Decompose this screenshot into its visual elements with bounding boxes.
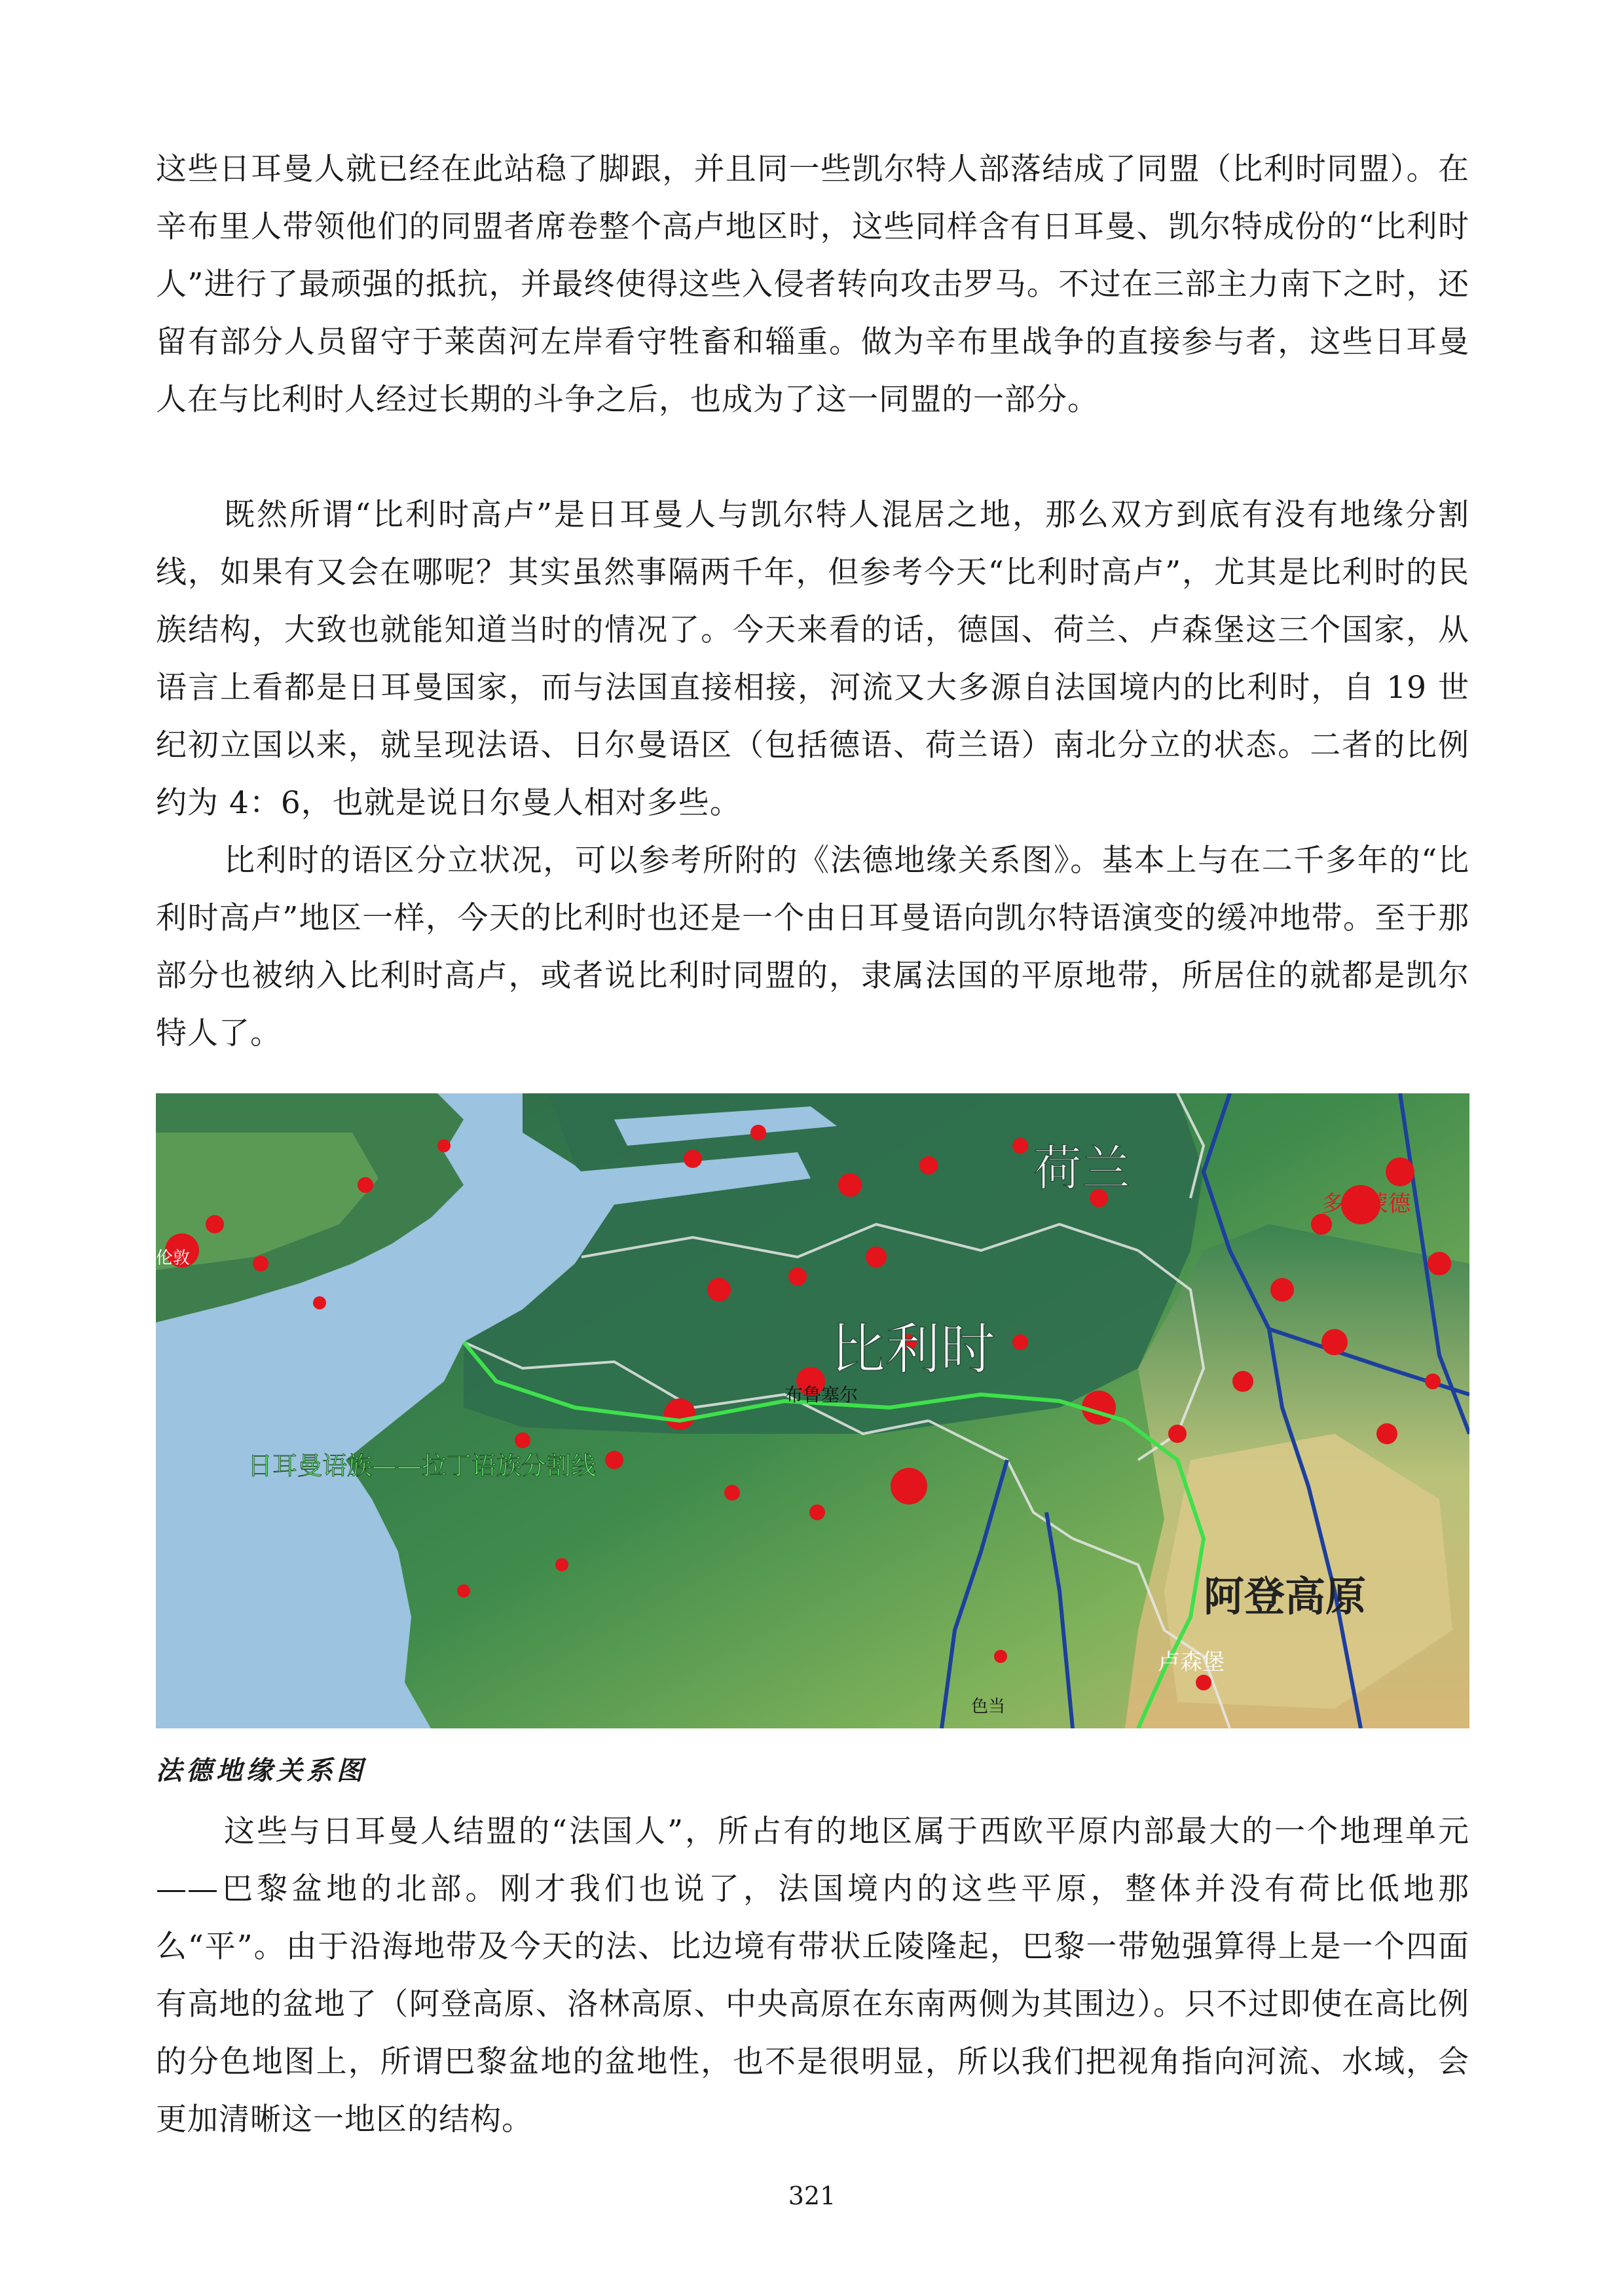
paragraph-4: 这些与日耳曼人结盟的“法国人”，所占有的地区属于西欧平原内部最大的一个地理单元——巴黎盆地的北部。刚才我们也说了，法国境内的这些平原，整体并没有荷比低地那么“平”。由于沿海地带及今天的法、比边境有带状丘陵隆起，巴黎一带勉强算得上是一个四面有高地的盆地了（阿登高原、洛林高原、中央高原在东南两侧为其围边）。只不过即使在高比例的分色地图上，所谓巴黎盆地的盆地性，也不是很明显，所以我们把视角指向河流、水域，会更加清晰这一地区的结构。: [156, 1813, 1469, 2138]
map-label-ardennes: 阿登高原: [1204, 1573, 1367, 1620]
map-graphic: [156, 1093, 1469, 1728]
map-label-luxembourg: 卢森堡: [1158, 1649, 1225, 1675]
map-label-sedan: 色当: [971, 1697, 1006, 1717]
paragraph-1: 这些日耳曼人就已经在此站稳了脚跟，并且同一些凯尔特人部落结成了同盟（比利时同盟）。在辛布里人带领他们的同盟者席卷整个高卢地区时，这些同样含有日耳曼、凯尔特成份的“比利时人”进行了最顽强的抵抗，并最终使得这些入侵者转向攻击罗马。不过在三部主力南下之时，还留有部分人员留守于莱茵河左岸看守牲畜和辎重。做为辛布里战争的直接参与者，这些日耳曼人在与比利时人经过长期的斗争之后，也成为了这一同盟的一部分。: [156, 151, 1469, 418]
map-label-london: 伦敦: [156, 1248, 191, 1268]
map-label-language-line: 日耳曼语族——拉丁语族分割线: [248, 1451, 597, 1480]
geography-map: [156, 1093, 1469, 1728]
map-label-netherlands: 荷兰: [1033, 1140, 1130, 1197]
page-number: 321: [788, 2181, 836, 2210]
map-label-belgium: 比利时: [830, 1317, 996, 1381]
paragraph-3: 比利时的语区分立状况，可以参考所附的《法德地缘关系图》。基本上与在二千多年的“比利时高卢”地区一样，今天的比利时也还是一个由日耳曼语向凯尔特语演变的缓冲地带。至于那部分也被纳入比利时高卢，或者说比利时同盟的，隶属法国的平原地带，所居住的就都是凯尔特人了。: [156, 843, 1469, 1051]
map-label-brussels: 布鲁塞尔: [784, 1384, 858, 1406]
figure-caption: 法德地缘关系图: [156, 1755, 367, 1786]
map-label-dortmund: 多特蒙德: [1321, 1191, 1411, 1217]
paragraph-2: 既然所谓“比利时高卢”是日耳曼人与凯尔特人混居之地，那么双方到底有没有地缘分割线，如果有又会在哪呢？其实虽然事隔两千年，但参考今天“比利时高卢”，尤其是比利时的民族结构，大致也就能知道当时的情况了。今天来看的话，德国、荷兰、卢森堡这三个国家，从语言上看都是日耳曼国家，而与法国直接相接，河流又大多源自法国境内的比利时，自 19 世纪初立国以来，就呈现法语、日尔曼语区（包括德语、荷兰语）南北分立的状态。二者的比例约为 4：6，也就是说日尔曼人相对多些。: [156, 497, 1469, 821]
